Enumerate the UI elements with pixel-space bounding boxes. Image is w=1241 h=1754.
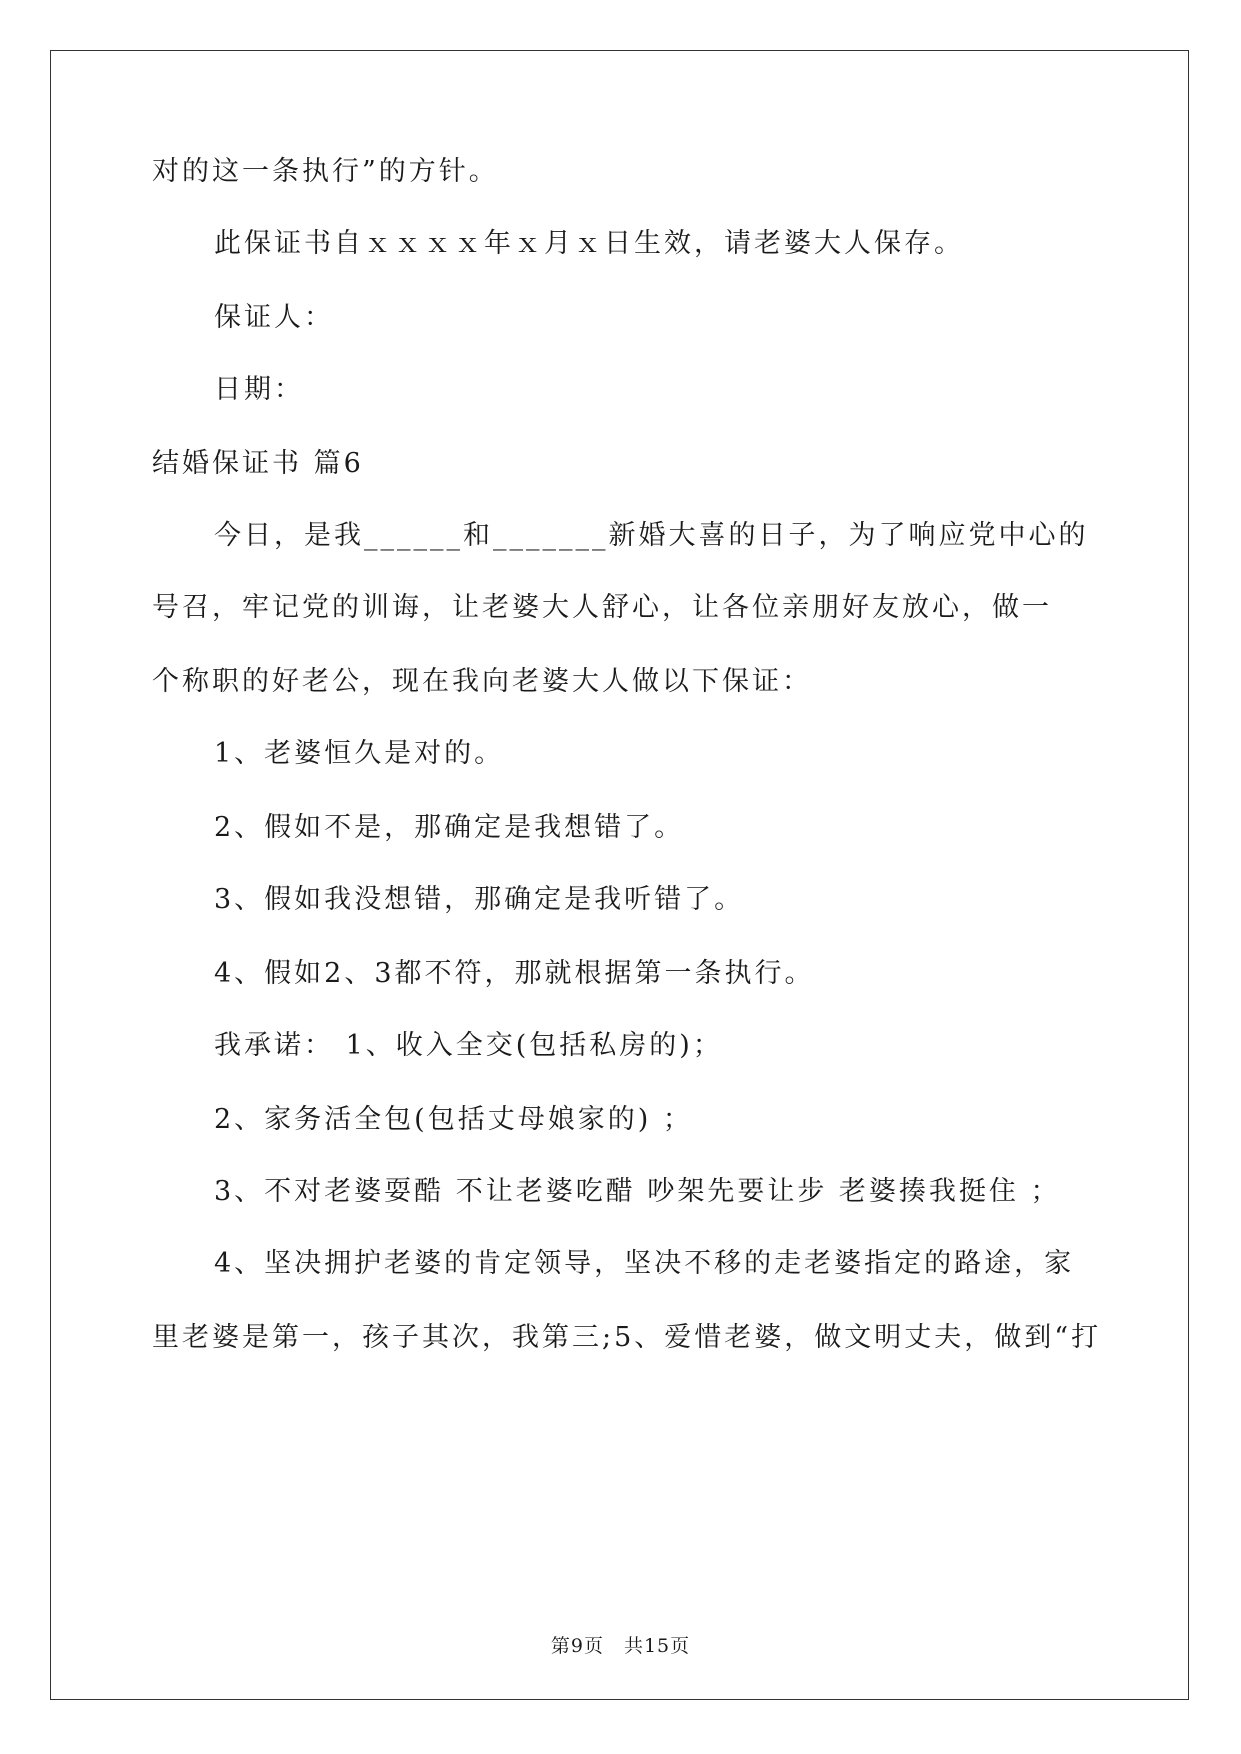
text-line: 我承诺： 1、收入全交(包括私房的)； (214, 1030, 723, 1061)
text-line: 里老婆是第一，孩子其次，我第三;5、爱惜老婆，做文明丈夫，做到“打 (152, 1322, 1102, 1353)
text-line: 个称职的好老公，现在我向老婆大人做以下保证： (152, 666, 812, 697)
list-item: 2、家务活全包(包括丈母娘家的) ； (214, 1104, 693, 1135)
list-item: 3、不对老婆耍酷 不让老婆吃醋 吵架先要让步 老婆揍我挺住 ； (214, 1176, 1061, 1207)
list-item: 4、坚决拥护老婆的肯定领导，坚决不移的走老婆指定的路途，家 (214, 1248, 1075, 1279)
text-line: 对的这一条执行”的方针。 (152, 156, 499, 187)
list-item: 2、假如不是，那确定是我想错了。 (214, 812, 685, 843)
text-line: 保证人： (214, 302, 334, 333)
list-item: 1、老婆恒久是对的。 (214, 738, 505, 769)
list-item: 4、假如2、3都不符，那就根据第一条执行。 (214, 958, 815, 989)
page-number: 第9页 (550, 1635, 604, 1657)
text-line: 今日，是我______和_______新婚大喜的日子，为了响应党中心的 (214, 520, 1089, 551)
text-line: 日期： (214, 374, 304, 405)
section-heading: 结婚保证书 篇6 (152, 448, 364, 479)
page-footer (0, 1634, 1241, 1658)
text-line: 此保证书自ｘｘｘｘ年ｘ月ｘ日生效，请老婆大人保存。 (214, 228, 964, 259)
text-line: 号召，牢记党的训诲，让老婆大人舒心，让各位亲朋好友放心，做一 (152, 592, 1052, 623)
list-item: 3、假如我没想错，那确定是我听错了。 (214, 884, 745, 915)
page-total: 共15页 (623, 1635, 691, 1657)
